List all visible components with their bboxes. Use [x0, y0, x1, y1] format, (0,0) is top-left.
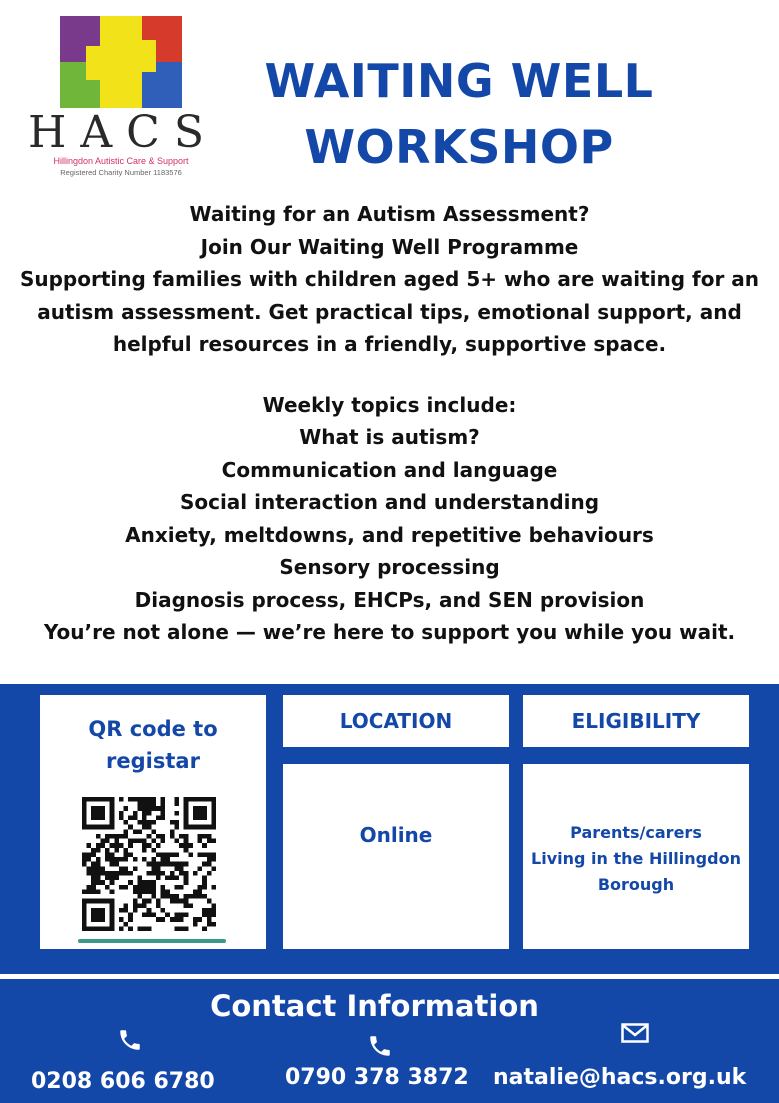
- eligibility-line-3: Borough: [597, 875, 675, 894]
- intro-line-3: Supporting families with children aged 5+ who are waiting for an: [19, 267, 760, 291]
- qr-label: [40, 713, 266, 777]
- logo-org-name: Hillingdon Autistic Care & Support: [53, 156, 189, 166]
- eligibility-panel: [523, 764, 749, 949]
- eligibility-label: ELIGIBILITY: [571, 709, 701, 733]
- registration-qr-code[interactable]: [82, 797, 216, 931]
- logo-letters: HACS: [28, 107, 218, 158]
- spacer: [0, 361, 779, 389]
- location-label: LOCATION: [339, 709, 453, 733]
- logo-charity-number: Registered Charity Number 1183576: [60, 168, 182, 177]
- eligibility-header-panel: [523, 695, 749, 747]
- title-line-2: WORKSHOP: [304, 120, 614, 174]
- eligibility-line-1: Parents/carers: [570, 823, 702, 842]
- email-address[interactable]: natalie@hacs.org.uk: [493, 1065, 747, 1090]
- topic-item: What is autism?: [299, 425, 480, 449]
- topic-item: Social interaction and understanding: [179, 490, 600, 514]
- intro-line-4: autism assessment. Get practical tips, emotional support, and: [37, 299, 742, 324]
- location-header-panel: [283, 695, 509, 747]
- topic-item: Communication and language: [221, 457, 558, 482]
- hacs-logo: [26, 16, 216, 178]
- phone-number-1[interactable]: 0208 606 6780: [31, 1069, 215, 1094]
- intro-line-2: Join Our Waiting Well Programme: [200, 234, 579, 259]
- title-line-1: WAITING WELL: [264, 54, 654, 108]
- qr-label-line-1: QR code to: [88, 717, 218, 741]
- closing-line: You’re not alone — we’re here to support you while you wait.: [43, 620, 736, 644]
- eligibility-line-2: Living in the Hillingdon: [531, 849, 741, 868]
- workshop-title: [236, 48, 682, 180]
- topic-item: Diagnosis process, EHCPs, and SEN provision: [134, 587, 645, 612]
- info-band: [0, 684, 779, 974]
- eligibility-value: [523, 820, 749, 898]
- phone-number-2[interactable]: 0790 378 3872: [285, 1065, 469, 1090]
- qr-label-line-2: registar: [106, 749, 200, 773]
- topics-heading: Weekly topics include:: [262, 392, 517, 417]
- intro-line-1: Waiting for an Autism Assessment?: [189, 202, 590, 226]
- intro-section: [0, 198, 779, 649]
- puzzle-logo-icon: [60, 16, 182, 108]
- contact-band: [0, 979, 779, 1103]
- qr-panel: [40, 695, 266, 949]
- topic-item: Sensory processing: [279, 555, 500, 579]
- phone-icon: [117, 1027, 143, 1053]
- intro-line-5: helpful resources in a friendly, supportive space.: [112, 332, 667, 356]
- qr-underline: [78, 939, 226, 943]
- topic-item: Anxiety, meltdowns, and repetitive behaviours: [125, 522, 654, 547]
- location-value: Online: [359, 823, 433, 847]
- envelope-icon: [621, 1021, 649, 1045]
- contact-title: Contact Information: [210, 989, 539, 1023]
- location-panel: [283, 764, 509, 949]
- phone-icon: [367, 1033, 393, 1059]
